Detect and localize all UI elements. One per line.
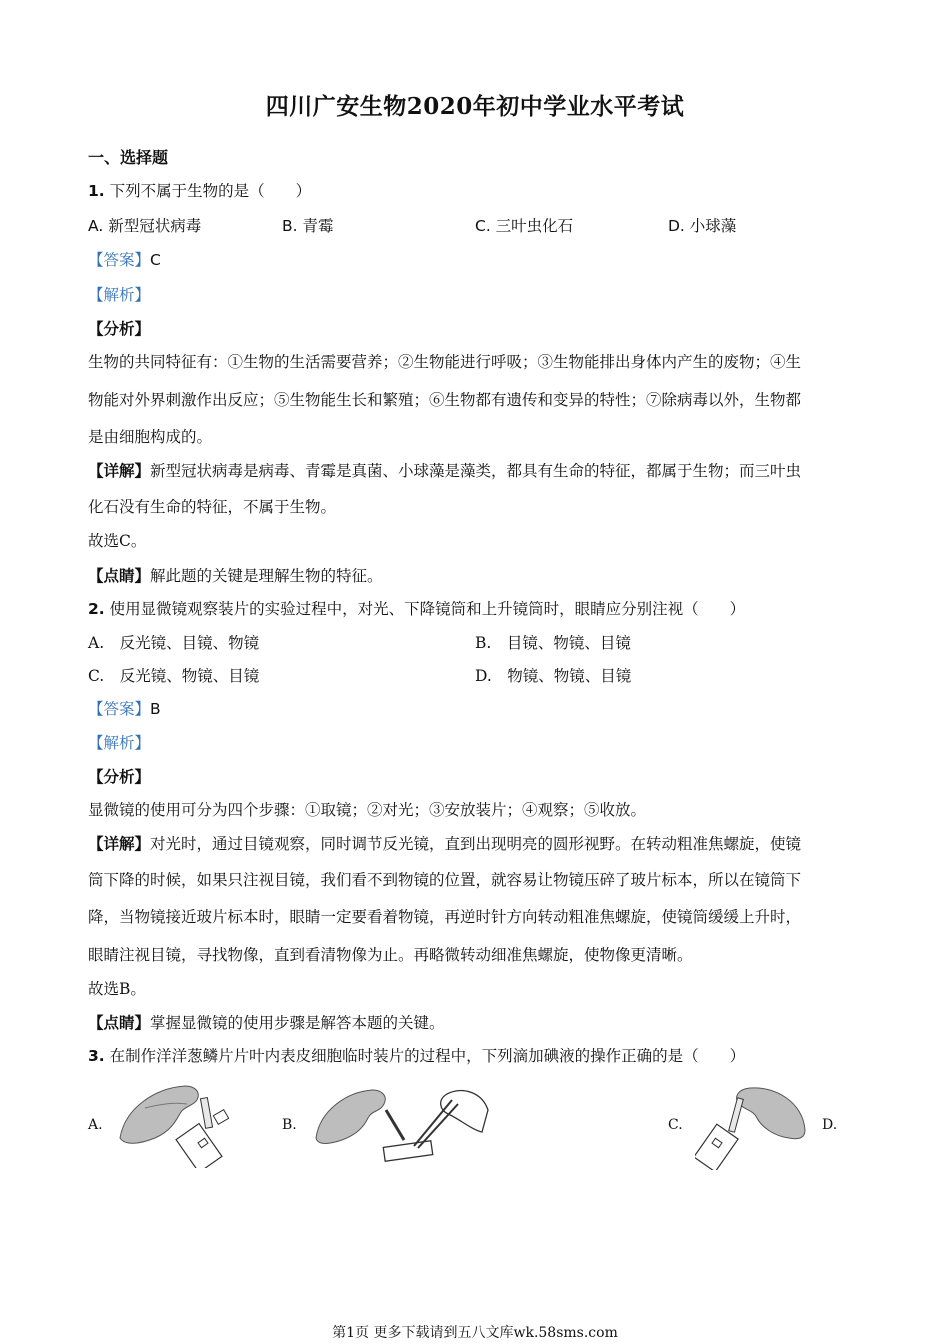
question-text: 在制作洋洋葱鳞片片叶内表皮细胞临时装片的过程中，下列滴加碘液的操作正确的是（ ）: [104, 1047, 746, 1065]
q1-detail: 【详解】新型冠状病毒是病毒、青霉是真菌、小球藻是藻类，都具有生命的特征，都属于生物；而三叶虫: [88, 461, 802, 480]
question-3-stem: [88, 1044, 745, 1066]
q1-option-b: B. 青霉: [282, 217, 334, 235]
q2-fenxi-line: 显微镜的使用可分为四个步骤：①取镜；②对光；③安放装片；④观察；⑤收放。: [88, 801, 647, 819]
page-footer: 第1页 更多下载请到五八文库wk.58sms.com: [332, 1325, 618, 1341]
q1-fenxi-line: 物能对外界刺激作出反应；⑤生物能生长和繁殖；⑥生物都有遗传和变异的特性；⑦除病毒以外，生物都: [88, 391, 802, 409]
figure-a-hand-dropper: [115, 1078, 235, 1168]
question-text: 使用显微镜观察装片的实验过程中，对光、下降镜筒和上升镜筒时，眼睛应分别注视（ ）: [104, 600, 746, 618]
q2-detail-line: 降，当物镜接近玻片标本时，眼睛一定要看着物镜，再逆时针方向转动粗准焦螺旋，使镜筒缓缓上升时，: [88, 908, 802, 926]
section-heading: 一、选择题: [88, 148, 169, 167]
answer-value: B: [150, 700, 161, 718]
figure-c-hand-dropper: [695, 1080, 810, 1170]
q1-fenxi-line: 生物的共同特征有：①生物的生活需要营养；②生物能进行呼吸；③生物能排出身体内产生的废物；④生: [88, 353, 802, 371]
q2-answer: [88, 697, 161, 719]
q1-analysis-tag: 【解析】: [88, 286, 151, 304]
q2-choose: 故选B。: [88, 980, 146, 998]
answer-value: C: [150, 251, 161, 269]
q2-option-b: B. 目镜、物镜、目镜: [475, 634, 631, 652]
q2-tip: 【点睛】掌握显微镜的使用步骤是解答本题的关键。: [88, 1013, 445, 1032]
q1-tip: 【点睛】解此题的关键是理解生物的特征。: [88, 566, 383, 585]
answer-tag: 【答案】: [88, 700, 151, 718]
q3-option-c-label: C.: [668, 1117, 683, 1133]
page-title: 四川广安生物2020年初中学业水平考试: [265, 93, 685, 120]
q1-option-c: C. 三叶虫化石: [475, 217, 574, 235]
answer-tag: 【答案】: [88, 251, 151, 269]
q2-detail: 【详解】对光时，通过目镜观察，同时调节反光镜，直到出现明亮的圆形视野。在转动粗准焦螺旋，使镜: [88, 834, 802, 853]
q1-detail-line: 化石没有生命的特征，不属于生物。: [88, 498, 337, 516]
q2-detail-line: 眼睛注视目镜，寻找物像，直到看清物像为止。再略微转动细准焦螺旋，使物像更清晰。: [88, 946, 693, 964]
q1-option-a: A. 新型冠状病毒: [88, 217, 202, 235]
q1-answer: [88, 248, 161, 270]
question-number: 2.: [88, 600, 105, 618]
q3-option-b-label: B.: [282, 1117, 297, 1133]
question-number: 1.: [88, 182, 105, 200]
question-text: 下列不属于生物的是（ ）: [104, 182, 312, 200]
q2-detail-line: 筒下降的时候，如果只注视目镜，我们看不到物镜的位置，就容易让物镜压碎了玻片标本，所以在镜筒下: [88, 871, 802, 889]
q3-option-a-label: A.: [88, 1117, 103, 1133]
figure-b-two-hands: [312, 1080, 492, 1165]
q2-option-a: A. 反光镜、目镜、物镜: [88, 634, 260, 652]
question-1-stem: [88, 179, 311, 201]
question-2-stem: [88, 597, 745, 619]
q1-fenxi-line: 是由细胞构成的。: [88, 428, 213, 446]
q2-analysis-tag: 【解析】: [88, 734, 151, 752]
q2-fenxi-tag: 【分析】: [88, 767, 151, 786]
question-number: 3.: [88, 1047, 105, 1065]
q1-option-d: D. 小球藻: [668, 217, 737, 235]
q1-fenxi-tag: 【分析】: [88, 319, 151, 338]
q3-option-d-label: D.: [822, 1117, 838, 1133]
q2-option-d: D. 物镜、物镜、目镜: [475, 667, 632, 685]
q2-option-c: C. 反光镜、物镜、目镜: [88, 667, 260, 685]
q1-choose: 故选C。: [88, 532, 147, 550]
